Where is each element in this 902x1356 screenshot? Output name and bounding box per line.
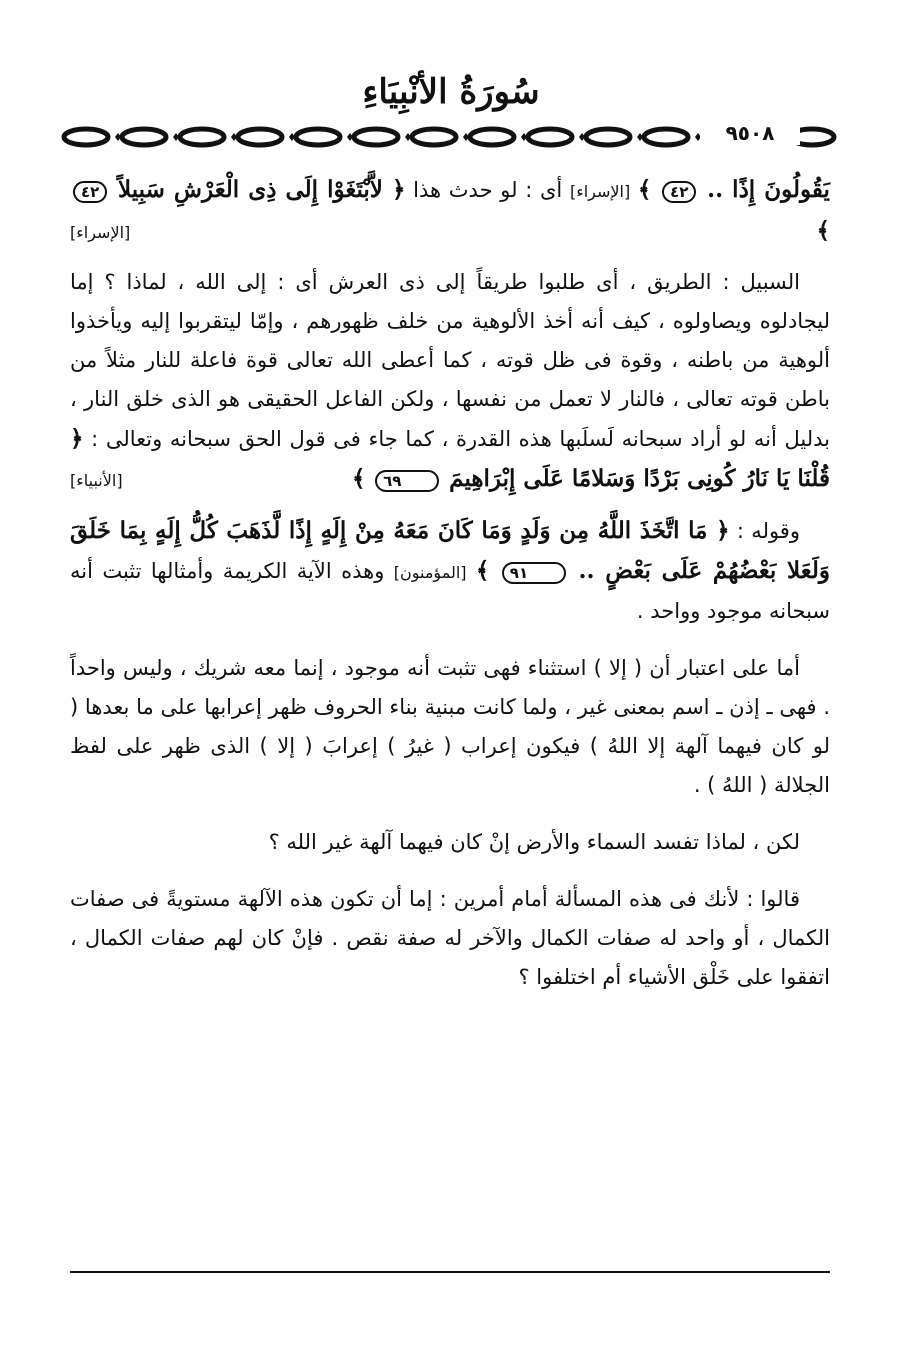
page-body [70, 170, 830, 1015]
ayah-number: ٦٩ [375, 470, 439, 492]
quran-verse: يَقُولُونَ إِذًا .. [707, 176, 830, 203]
quran-verse: ﴿ قُلْنَا يَا نَارُ كُونِى بَرْدًا وَسَلامًا عَلَى إِبْرَاهِيمَ [70, 425, 830, 492]
commentary-text: أى : لو حدث هذا [413, 178, 563, 202]
paragraph-2: السبيل : الطريق ، أى طلبوا طريقاً إلى ذى العرش أى : إلى الله ، لماذا ؟ إما ليجادلوه ويصاولوه ، كيف أنه أخذ الألوهية من خلف ظهورهم ، وإمّا ليتقربوا إليه ويأخذوا ألوهية من باطنه ، وقوة فى ظل قوته ، كما أعطى الله تعالى قوة فاعلة للنار مثلاً من باطن قوته تعالى ، فالنار لا تعمل من نفسها ، ولكن الفاعل الحقيقى هو الذى خلق النار ، بدليل أنه لو أراد سبحانه لَسلَبها هذه القدرة ، كما جاء فى قول الحق سبحانه وتعالى : ﴿ قُلْنَا يَا نَارُ كُونِى بَرْدًا وَسَلامًا عَلَى إِبْرَاهِيمَ ٦٩ ﴾ [الأنبياء] [70, 270, 830, 492]
ayah-number: ٤٢ [73, 181, 107, 203]
commentary-text: السبيل : الطريق ، أى طلبوا طريقاً إلى ذى العرش أى : إلى الله ، لماذا ؟ إما ليجادلوه ويصاولوه ، كيف أنه أخذ الألوهية من خلف ظهورهم ، وإمّا ليتقربوا إليه ويأخذوا ألوهية من باطنه ، وقوة فى ظل قوته ، كما أعطى الله تعالى قوة فاعلة للنار مثلاً من باطن قوته تعالى ، فالنار لا تعمل من نفسها ، ولكن الفاعل الحقيقى هو الذى خلق النار ، بدليل أنه لو أراد سبحانه لَسلَبها هذه القدرة ، كما جاء فى قول الحق سبحانه وتعالى : [70, 270, 830, 451]
page-number: ٩٥٠٨ [700, 121, 800, 145]
ayah-number: ٩١ [502, 562, 566, 584]
surah-title: سُورَةُ الأنْبِيَاءِ [362, 72, 540, 112]
commentary-text: وقوله : [736, 519, 800, 543]
surah-reference: [الأنبياء] [70, 471, 123, 490]
surah-reference: [المؤمنون] [393, 563, 467, 582]
surah-reference: [الإسراء] [70, 223, 131, 242]
paragraph-3: وقوله : ﴿ مَا اتَّخَذَ اللَّهُ مِن وَلَدٍ وَمَا كَانَ مَعَهُ مِنْ إِلَهٍ إِذًا لَّذَهَبَ كُلُّ إِلَهٍ بِمَا خَلَقَ وَلَعَلا بَعْضُهُمْ عَلَى بَعْضٍ .. ٩١ ﴾ [المؤمنون] وهذه الآية الكريمة وأمثالها تثبت أنه سبحانه موجود وواحد . [70, 517, 830, 623]
paragraph-5: لكن ، لماذا تفسد السماء والأرض إنْ كان فيهما آلهة غير الله ؟ [268, 830, 800, 854]
commentary-text: وهذه الآية الكريمة وأمثالها تثبت أنه سبحانه موجود وواحد . [70, 559, 830, 623]
quran-verse: ﴿ لاَّبْتَغَوْا إِلَى ذِى الْعَرْشِ سَبِيلاً [118, 176, 406, 203]
surah-reference: [الإسراء] [569, 182, 631, 201]
paragraph-6: قالوا : لأنك فى هذه المسألة أمام أمرين : إما أن تكون هذه الآلهة مستويةً فى صفات الكمال ، أو واحد له صفات الكمال والآخر له صفة نقص . فإنْ كان لهم صفات الكمال ، اتفقوا على خَلْق الأشياء أم اختلفوا ؟ [70, 887, 830, 989]
paragraph-4: أما على اعتبار أن ( إلا ) استثناء فهى تثبت أنه موجود ، إنما معه شريك ، وليس واحداً . فهى ـ إذن ـ اسم بمعنى غير ، ولما كانت مبنية بناء الحروف ظهر إعرابها على ما بعدها ( لو كان فيهما آلهة إلا اللهُ ) فيكون إعراب ( غيرُ ) إعرابَ ( إلا ) الذى ظهر على لفظ الجلالة ( اللهُ ) . [70, 656, 830, 797]
ayah-number: ٤٢ [662, 181, 696, 203]
footer-divider [70, 1271, 830, 1273]
paragraph-1: يَقُولُونَ إِذًا .. ٤٢ ﴾ [الإسراء] أى : لو حدث هذا ﴿ لاَّبْتَغَوْا إِلَى ذِى الْعَرْشِ سَبِيلاً ٤٢ ﴾ [الإسراء] [70, 176, 830, 244]
quran-verse: ﴿ مَا اتَّخَذَ اللَّهُ مِن وَلَدٍ وَمَا كَانَ مَعَهُ مِنْ إِلَهٍ إِذًا لَّذَهَبَ كُلُّ إِلَهٍ بِمَا خَلَقَ وَلَعَلا بَعْضُهُمْ عَلَى بَعْضٍ .. [70, 517, 830, 584]
